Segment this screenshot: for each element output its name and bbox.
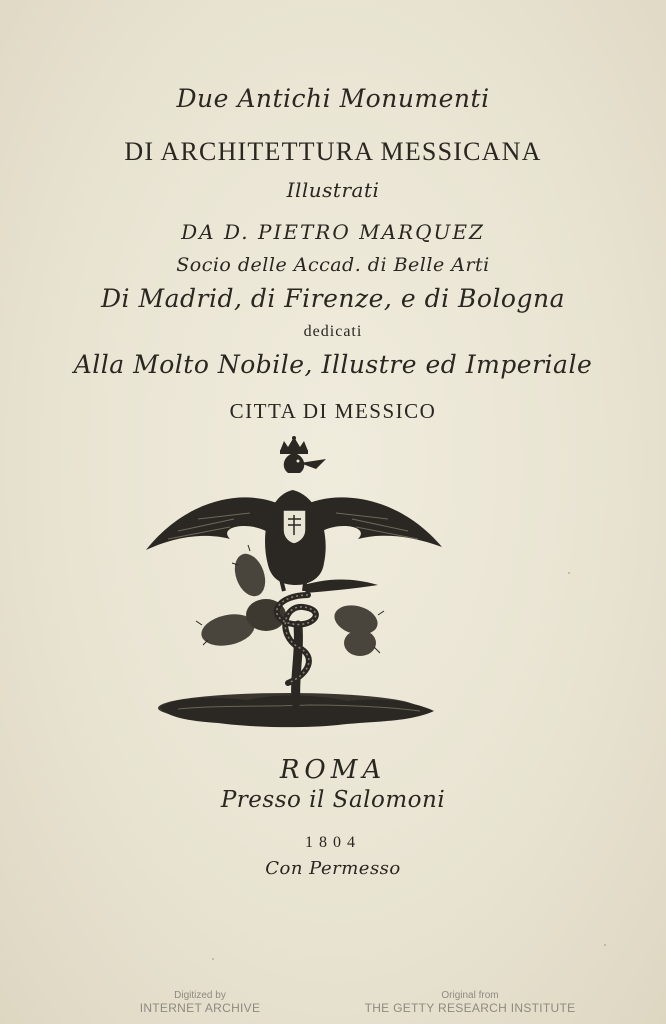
author-affiliation: Socio delle Accad. di Belle Arti bbox=[176, 254, 490, 276]
title-line-due-antichi: Due Antichi Monumenti bbox=[176, 84, 490, 113]
paper-speck bbox=[568, 572, 570, 574]
paper-speck bbox=[212, 958, 214, 960]
watermark-digitized-label: Digitized by bbox=[174, 990, 226, 1001]
author-academies: Di Madrid, di Firenze, e di Bologna bbox=[101, 284, 565, 313]
dedication-label: dedicati bbox=[303, 323, 363, 340]
watermark-getty bbox=[360, 990, 580, 1015]
imprint-license: Con Permesso bbox=[265, 858, 401, 879]
author-name: DA D. PIETRO MARQUEZ bbox=[181, 220, 485, 244]
watermark-getty-label: THE GETTY RESEARCH INSTITUTE bbox=[364, 1001, 576, 1015]
dedication-city: CITTA DI MESSICO bbox=[229, 399, 437, 423]
watermark-internet-archive-label: INTERNET ARCHIVE bbox=[139, 1001, 261, 1015]
eagle-on-cactus-with-serpent-icon bbox=[138, 435, 448, 740]
imprint-year: 1804 bbox=[305, 834, 361, 851]
imprint-printer: Presso il Salomoni bbox=[220, 787, 446, 813]
title-main: DI ARCHITETTURA MESSICANA bbox=[124, 137, 542, 166]
dedication-text: Alla Molto Nobile, Illustre ed Imperiale bbox=[73, 350, 593, 379]
watermark-original-label: Original from bbox=[441, 990, 499, 1001]
title-illustrati: Illustrati bbox=[286, 178, 380, 202]
paper-speck bbox=[604, 944, 606, 946]
watermark-internet-archive bbox=[120, 990, 280, 1015]
imprint-place: ROMA bbox=[279, 755, 387, 785]
